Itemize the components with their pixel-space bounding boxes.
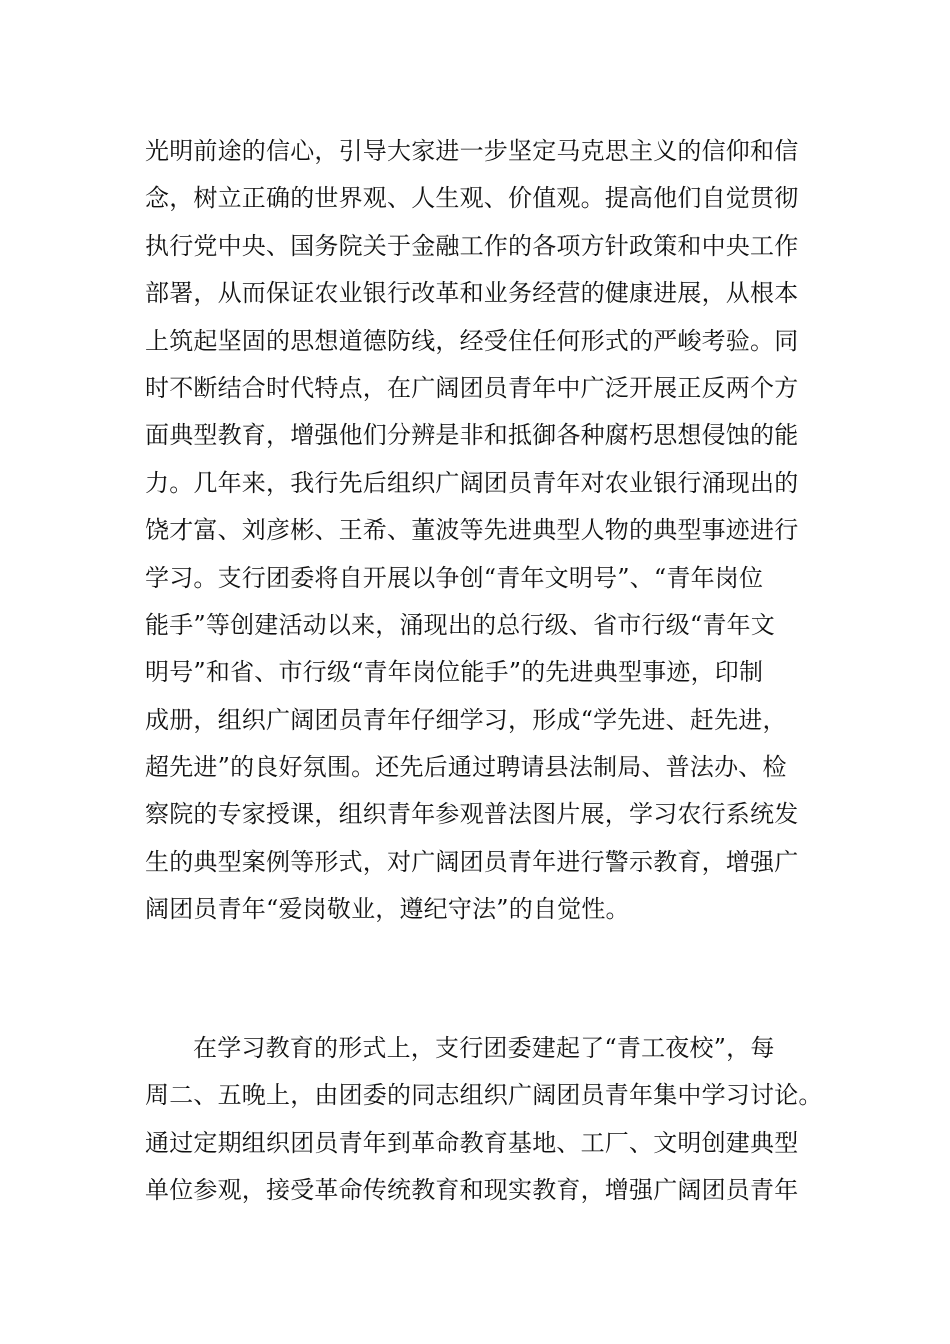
text-line: 力。几年来，我行先后组织广阔团员青年对农业银行涌现出的 xyxy=(145,468,799,497)
text-line: 饶才富、刘彦彬、王希、董波等先进典型人物的典型事迹进行 xyxy=(145,516,799,545)
text-line: 学习。支行团委将自开展以争创“青年文明号”、“青年岗位 xyxy=(145,563,764,592)
body-paragraph-1 xyxy=(145,128,825,934)
text-line: 能手”等创建活动以来，涌现出的总行级、省市行级“青年文 xyxy=(145,610,775,639)
text-line: 超先进”的良好氛围。还先后通过聘请县法制局、普法办、检 xyxy=(145,753,787,782)
text-line: 执行党中央、国务院关于金融工作的各项方针政策和中央工作 xyxy=(145,231,799,260)
body-paragraph-2 xyxy=(145,1025,825,1215)
text-line: 周二、五晚上，由团委的同志组织广阔团员青年集中学习讨论。 xyxy=(145,1081,823,1110)
text-line: 上筑起坚固的思想道德防线，经受住任何形式的严峻考验。同 xyxy=(145,326,799,355)
text-line: 成册，组织广阔团员青年仔细学习，形成“学先进、赶先进， xyxy=(145,705,787,734)
text-line: 明号”和省、市行级“青年岗位能手”的先进典型事迹，印制 xyxy=(145,658,764,687)
text-line: 察院的专家授课，组织青年参观普法图片展，学习农行系统发 xyxy=(145,800,799,829)
text-line: 面典型教育，增强他们分辨是非和抵御各种腐朽思想侵蚀的能 xyxy=(145,421,799,450)
text-line: 生的典型案例等形式，对广阔团员青年进行警示教育，增强广 xyxy=(145,847,799,876)
text-line: 念，树立正确的世界观、人生观、价值观。提高他们自觉贯彻 xyxy=(145,184,799,213)
text-line: 在学习教育的形式上，支行团委建起了“青工夜校”，每 xyxy=(193,1034,775,1062)
text-line: 单位参观，接受革命传统教育和现实教育，增强广阔团员青年 xyxy=(145,1176,799,1205)
text-line: 部署，从而保证农业银行改革和业务经营的健康进展，从根本 xyxy=(145,279,799,308)
text-line: 光明前途的信心，引导大家进一步坚定马克思主义的信仰和信 xyxy=(145,137,799,165)
text-line: 时不断结合时代特点，在广阔团员青年中广泛开展正反两个方 xyxy=(145,373,799,402)
text-line: 阔团员青年“爱岗敬业，遵纪守法”的自觉性。 xyxy=(145,895,630,924)
text-line: 通过定期组织团员青年到革命教育基地、工厂、文明创建典型 xyxy=(145,1128,799,1157)
